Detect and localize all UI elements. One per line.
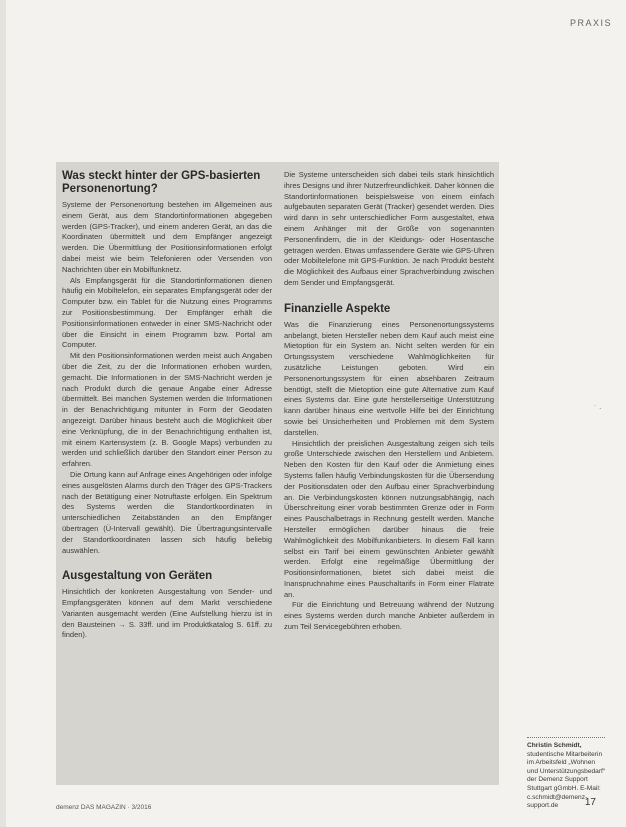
- section-heading: Was steckt hinter der GPS-basierten Personenortung?: [62, 170, 261, 195]
- body-paragraph: Die Systeme unterscheiden sich dabei teils stark hinsichtlich ihres Designs und ihrer Nutzerfreundlichkeit. Daher können die Standortinformationen beispielsweise von einem einfach aufgebauten separaten Gerät (Tracker) gesendet werden. Dies wird dann in sehr unterschiedlicher Form ausgestaltet, etwa einem Anhänger mit der Größe von sogenannten Personenfindern, die in der Kleidungs- oder Hosentasche getragen werden. Etwas umfassendere Geräte wie GPS-Uhren oder Mobiltelefone mit GPS-Funktion. Je nach Produkt besteht die Möglichkeit des Aufbaus einer Sprachverbindung zwischen dem Sender und Empfangsgerät.: [284, 170, 494, 287]
- body-paragraph: Mit den Positionsinformationen werden meist auch Angaben über die Zeit, zu der die Informationen erhoben wurden, gemacht. Die Informationen in der SMS-Nachricht werden je nach Produkt durch die genaue Angabe einer Adresse übermittelt. Bei manchen Systemen werden die Informationen in der Benachrichtigung mitunter in Form der Geodaten angezeigt. Darüber hinaus besteht auch die Möglichkeit über eine Verknüpfung, die in der Benachrichtigung enthalten ist, mit einem Kartensystem (z. B. Google Maps) verbunden zu werden und schließlich darüber den Standort einer Person zu erfahren.: [62, 351, 272, 469]
- section-heading: Finanzielle Aspekte: [284, 302, 391, 315]
- section-heading: Ausgestaltung von Geräten: [62, 570, 213, 583]
- body-paragraph: Für die Einrichtung und Betreuung während der Nutzung eines Systems werden durch manche Anbieter außerdem in zum Teil Servicegebühren erhoben.: [284, 600, 494, 632]
- page-edge: [0, 0, 6, 827]
- page-number: 17: [584, 797, 596, 808]
- margin-mark: ˙ ·: [594, 404, 602, 413]
- spacer: [62, 556, 272, 570]
- author-name: Christin Schmidt,: [527, 742, 582, 749]
- info-box-left-column: [62, 170, 272, 641]
- body-paragraph: Die Ortung kann auf Anfrage eines Angehörigen oder infolge eines ausgelösten Alarms durch den Träger des GPS-Trackers nach der Betätigung einer Notruftaste erfolgen. Ein Spektrum des Systems werden die Standortkoordinaten in unterschiedlichen Zeitabständen an den Empfänger übertragen (Ü-Intervall gewählt). Die Übertragungsintervalle der Standortkoordinaten lassen sich häufig beliebig auswählen.: [62, 469, 272, 555]
- body-paragraph: Systeme der Personenortung bestehen im Allgemeinen aus einem Gerät, aus dem Standortinformationen abgegeben werden (GPS-Tracker), und einem anderen Gerät, an das die Koordinaten übermittelt und dem Empfänger angezeigt werden. Die Übermittlung der Positionsinformationen erfolgt dabei meist wie beim Telefonieren oder Versenden von Nachrichten über ein Mobilfunknetz.: [62, 200, 272, 274]
- spacer: [284, 289, 494, 303]
- footer-publication: demenz DAS MAGAZIN · 3/2016: [56, 804, 152, 811]
- author-bio: studentische Mitarbeiterin im Arbeitsfeld „Wohnen und Unterstützungsbedarf“ der Demenz Support Stuttgart gGmbH. E-Mail: c.schmidt@demenz-support.de: [527, 750, 606, 810]
- info-box-right-column: [284, 170, 494, 633]
- section-label: PRAXIS: [569, 18, 612, 28]
- body-paragraph: Was die Finanzierung eines Personenortungssystems anbelangt, bieten Hersteller neben dem Kauf auch meist eine Mietoption für ein System an. Nicht selten werden für ein Ortungssystem verschiedene Wahlmöglichkeiten für zusätzliche Leistungen geboten. Wird ein Personenortungssystem für einen absehbaren Zeitraum benötigt, stellt die Mietoption eine gute Alternative zum Kauf eines Systems dar. Eine gute herstellerseitige Unterstützung kann darüber hinaus eine wertvolle Hilfe bei der Einrichtung sowie bei Unsicherheiten und Problemen mit dem System darstellen.: [284, 319, 494, 437]
- body-paragraph: Hinsichtlich der preislichen Ausgestaltung zeigen sich teils große Unterschiede zwischen den Herstellern und Anbietern. Neben den Kosten für den Kauf oder die Anmietung eines Systems fallen häufig Verbindungskosten für die Übersendung der Positionsdaten oder den Aufbau einer Sprachverbindung an. Die Verbindungskosten können nutzungsabhängig, nach Überschreitung einer vorab bestimmten Grenze oder in Form eines Pauschalbetrags in Rechnung gestellt werden. Manche Hersteller ermöglichen darüber hinaus die freie Wahlmöglichkeit des Mobilfunkanbieters. In diesem Fall kann selbst ein Tarif bei einem gewünschten Anbieter gewählt werden. Erfolgt eine regelmäßige Übermittlung der Positionsinformationen, bietet sich dabei meist die Inanspruchnahme eines Pauschaltarifs in Form einer Flatrate an.: [284, 438, 494, 599]
- body-paragraph: Hinsichtlich der konkreten Ausgestaltung von Sender- und Empfangsgeräten können auf dem Markt verschiedene Varianten ausgemacht werden (Eine Aufstellung hierzu ist in den Bausteinen → S. 33ff. und im Produktkatalog S. 61ff. zu finden).: [62, 587, 272, 640]
- caption-divider: [527, 737, 605, 738]
- body-paragraph: Als Empfangsgerät für die Standortinformationen dienen häufig ein Mobiltelefon, ein separates Empfangsgerät oder der Computer bzw. ein Tablet für die Nutzung eines Programms zur Positionsbestimmung. Der Empfänger erhält die Positionsinformationen entweder in einer SMS-Nachricht oder über die Einsicht in einem Programm bzw. Portal am Computer.: [62, 275, 272, 350]
